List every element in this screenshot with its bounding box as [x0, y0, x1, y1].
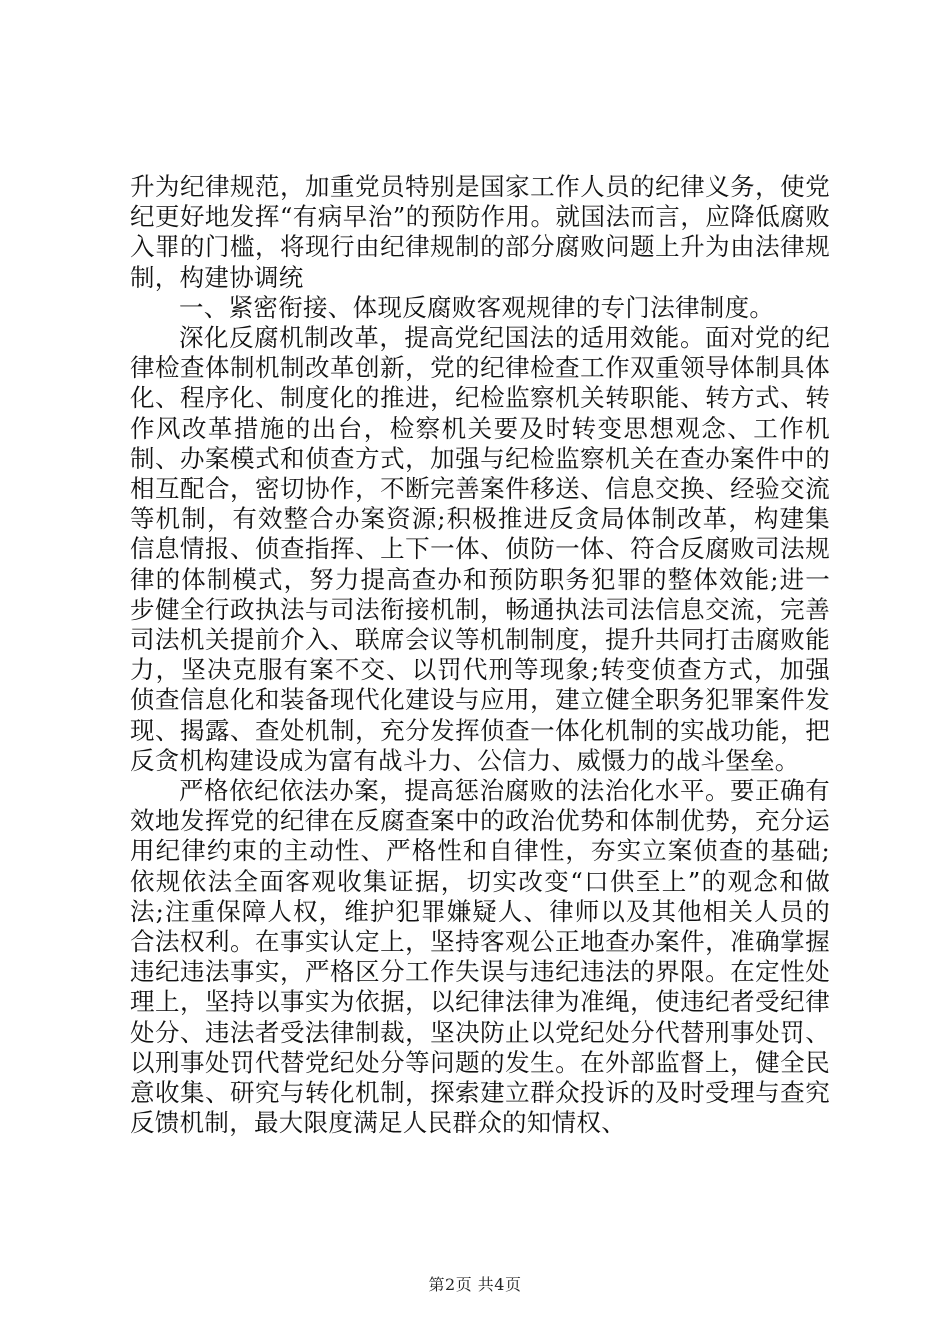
- page-number-footer: 第2页 共4页: [428, 1275, 522, 1294]
- paragraph-heading-one: 一、紧密衔接、体现反腐败客观规律的专门法律制度。: [179, 292, 775, 322]
- paragraph-reform: 深化反腐机制改革，提高党纪国法的适用效能。面对党的纪律检查体制机制改革创新，党的纪律检查工作双重领导体制具体化、程序化、制度化的推进，纪检监察机关转职能、转方式、转作风改革措施的出台，检察机关要及时转变思想观念、工作机制、办案模式和侦查方式，加强与纪检监察机关在查办案件中的相互配合，密切协作，不断完善案件移送、信息交换、经验交流等机制，有效整合办案资源;积极推进反贪局体制改革，构建集信息情报、侦查指挥、上下一体、侦防一体、符合反腐败司法规律的体制模式，努力提高查办和预防职务犯罪的整体效能;进一步健全行政执法与司法衔接机制，畅通执法司法信息交流，完善司法机关提前介入、联席会议等机制制度，提升共同打击腐败能力，坚决克服有案不交、以罚代刑等现象;转变侦查方式，加强侦查信息化和装备现代化建设与应用，建立健全职务犯罪案件发现、揭露、查处机制，充分发挥侦查一体化机制的实战功能，把反贪机构建设成为富有战斗力、公信力、威慑力的战斗堡垒。: [130, 323, 830, 775]
- paragraph-continued: 升为纪律规范，加重党员特别是国家工作人员的纪律义务，使党纪更好地发挥“有病早治”的预防作用。就国法而言，应降低腐败入罪的门槛，将现行由纪律规制的部分腐败问题上升为由法律规制，构建协调统: [130, 172, 830, 292]
- document-body: [130, 172, 830, 1139]
- paragraph-rule-of-law: 严格依纪依法办案，提高惩治腐败的法治化水平。要正确有效地发挥党的纪律在反腐查案中的政治优势和体制优势，充分运用纪律约束的主动性、严格性和自律性，夯实立案侦查的基础;依规依法全面客观收集证据，切实改变“口供至上”的观念和做法;注重保障人权，维护犯罪嫌疑人、律师以及其他相关人员的合法权利。在事实认定上，坚持客观公正地查办案件，准确掌握违纪违法事实，严格区分工作失误与违纪违法的界限。在定性处理上，坚持以事实为依据，以纪律法律为准绳，使违纪者受纪律处分、违法者受法律制裁，坚决防止以党纪处分代替刑事处罚、以刑事处罚代替党纪处分等问题的发生。在外部监督上，健全民意收集、研究与转化机制，探索建立群众投诉的及时受理与查究反馈机制，最大限度满足人民群众的知情权、: [130, 776, 830, 1138]
